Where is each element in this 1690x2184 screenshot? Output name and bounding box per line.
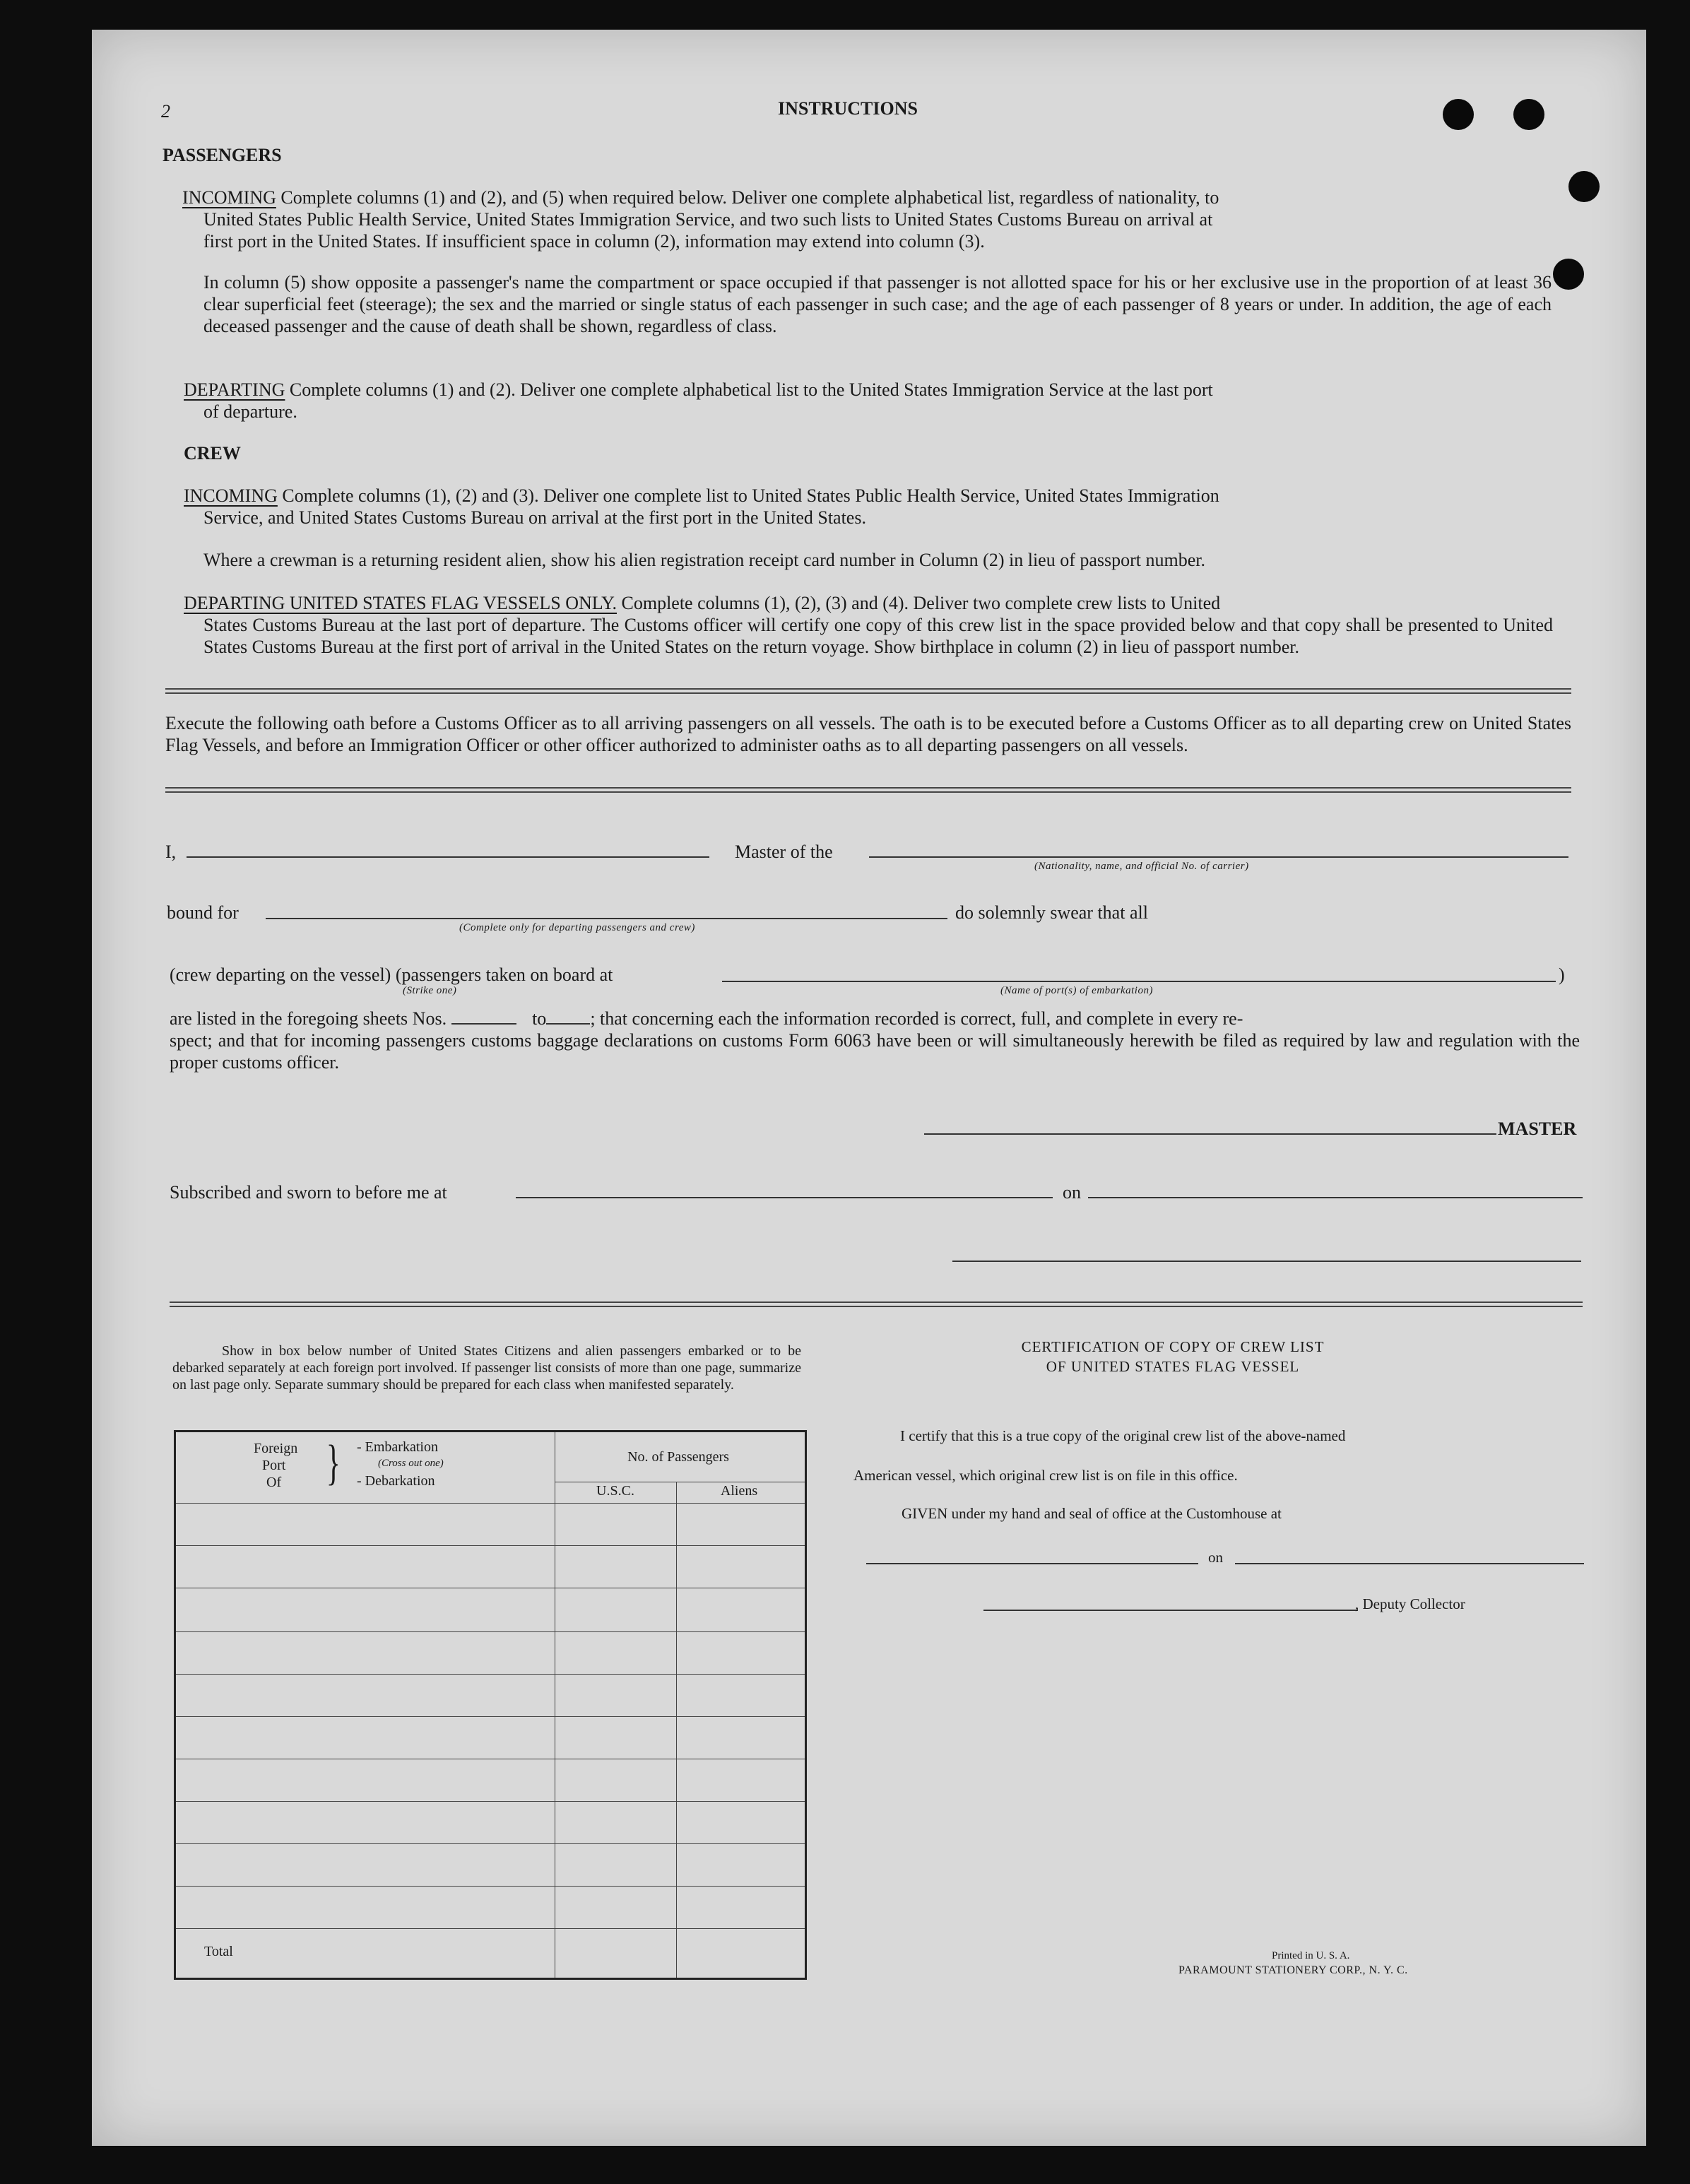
passengers-departing-line1 [184,379,1213,401]
crew-heading: CREW [184,443,241,464]
subscribed-label: Subscribed and sworn to before me at [170,1182,447,1203]
summary-intro: Show in box below number of United States Citizens and alien passengers embarked or to be debarked separately at each foreign port involved. If passenger list consists of more than one page, summarize on last page only. Separate summary should be prepared for each class when manifested separately. [172,1343,801,1393]
crew-incoming-line1 [184,485,1219,507]
crew-departing-line1 [184,592,1220,614]
passengers-incoming-line2: United States Public Health Service, United States Immigration Service, and two such lists to United States Customs Bureau on arrival at [203,209,1213,230]
crew-resident-text: Where a crewman is a returning resident alien, show his alien registration receipt card number in Column (2) in lieu of passport number. [203,550,1206,570]
master-name-field[interactable] [187,856,709,858]
passengers-departing-text: Complete columns (1) and (2). Deliver one complete alphabetical list to the United States Immigration Service at the last port [285,379,1213,400]
usc-label: U.S.C. [596,1483,634,1499]
crew-departing-text: Complete columns (1), (2), (3) and (4). Deliver two complete crew lists to United [617,593,1221,613]
table-row-line [176,1928,805,1929]
table-row-line [176,1843,805,1844]
master-label: MASTER [1498,1118,1577,1139]
passengers-heading: PASSENGERS [162,145,282,165]
foreign-label: Foreign [254,1441,298,1456]
total-label: Total [204,1944,233,1959]
divider [165,791,1571,793]
oath-i-label: I, [165,842,177,862]
master-of-the-label: Master of the [735,842,833,862]
master-signature-field[interactable] [924,1133,1496,1135]
complete-only-caption: (Complete only for departing passengers and crew) [459,922,695,933]
passenger-summary-table [174,1430,807,1980]
table-row-line [176,1716,805,1717]
table-row-line [176,1631,805,1632]
punch-hole [1443,99,1474,130]
of-label: Of [266,1475,282,1490]
divider [170,1306,1583,1307]
ports-caption: (Name of port(s) of embarkation) [1000,985,1153,996]
table-row-line [176,1801,805,1802]
divider [165,787,1571,789]
column5-paragraph: In column (5) show opposite a passenger's name the compartment or space occupied if that passenger is not allotted space for his or her exclusive use in the proportion of at least 36 clear superficial feet (steerage); the sex and the married or single status of each passenger in such case; and the age of each passenger of 8 years or under. In addition, the age of each deceased passenger and the cause of death shall be shown, regardless of class. [203,272,1552,336]
passengers-incoming-line3: first port in the United States. If insufficient space in column (2), information may extend into column (3). [203,231,985,252]
imprint-line2: PARAMOUNT STATIONERY CORP., N. Y. C. [1178,1964,1408,1976]
listed-paragraph: spect; and that for incoming passengers customs baggage declarations on customs Form 6063 have been or will simultaneously herewith be filed as required by law and regulation with the proper customs officer. [170,1030,1580,1073]
brace-glyph: } [326,1436,341,1490]
crew-incoming-label: INCOMING [184,485,278,506]
officer-signature-field[interactable] [952,1261,1581,1262]
sworn-date-field[interactable] [1088,1197,1583,1198]
embarkation-ports-field[interactable] [722,981,1556,982]
nationality-caption: (Nationality, name, and official No. of carrier) [1034,861,1249,872]
listed-label: are listed in the foregoing sheets Nos. [170,1008,447,1029]
carrier-field[interactable] [869,856,1568,858]
strike-one-caption: (Strike one) [403,985,457,996]
deputy-signature-field[interactable] [983,1610,1358,1611]
sworn-place-field[interactable] [516,1197,1053,1198]
sworn-on-label: on [1063,1182,1081,1203]
document-sheet [92,30,1646,2146]
certification-title-2: OF UNITED STATES FLAG VESSEL [1046,1358,1300,1375]
sheet-to-field[interactable] [546,1009,590,1025]
crew-incoming-text: Complete columns (1), (2) and (3). Deliver one complete list to United States Public Health Service, United States Immigration [277,485,1219,506]
deputy-collector-label: , Deputy Collector [1355,1595,1465,1612]
listed-line1 [170,1008,1243,1029]
customhouse-field[interactable] [866,1563,1198,1564]
bound-for-label: bound for [167,902,239,923]
listed-to-label: to [532,1008,547,1029]
table-col-divider [676,1482,677,1978]
crew-departing-paragraph: States Customs Bureau at the last port of departure. The Customs officer will certify one copy of this crew list in the space provided below and that copy shall be presented to United States Customs Bureau at the first port of arrival in the United States on the return voyage. Show birthplace in column (2) in lieu of passport number. [203,615,1553,657]
table-row-line [176,1545,805,1546]
imprint-line1: Printed in U. S. A. [1272,1950,1350,1961]
punch-hole [1513,99,1544,130]
embarkation-label: - Embarkation [357,1439,438,1455]
divider [170,1301,1583,1303]
listed-text: ; that concerning each the information recorded is correct, full, and complete in every re- [590,1008,1243,1029]
table-row-line [176,1886,805,1887]
punch-hole [1553,259,1584,290]
certify-line1: I certify that this is a true copy of the original crew list of the above-named [900,1427,1346,1444]
debarkation-label: - Debarkation [357,1473,435,1489]
sheet-from-field[interactable] [451,1009,516,1025]
divider [165,692,1571,694]
aliens-label: Aliens [720,1483,758,1499]
passengers-incoming-line1 [182,187,1219,208]
crew-incoming-line2: Service, and United States Customs Bureau on arrival at the first port in the United States. [203,507,866,528]
punch-hole [1568,171,1600,202]
passengers-incoming-label: INCOMING [182,187,276,208]
no-of-passengers-label: No. of Passengers [627,1449,729,1465]
certify-line2: American vessel, which original crew list is on file in this office. [853,1467,1238,1484]
passengers-departing-label: DEPARTING [184,379,285,400]
given-text: GIVEN under my hand and seal of office at the Customhouse at [902,1505,1282,1522]
cert-date-field[interactable] [1235,1563,1584,1564]
page-mark: 2 [161,101,170,122]
bound-for-field[interactable] [266,918,947,919]
passengers-incoming-text: Complete columns (1) and (2), and (5) when required below. Deliver one complete alphabetical list, regardless of nationality, to [276,187,1219,208]
crew-departing-text: (crew departing on the vessel) (passengers taken on board at [170,964,613,985]
cert-on-label: on [1208,1549,1223,1566]
cross-out-caption: (Cross out one) [378,1458,444,1469]
oath-intro: Execute the following oath before a Customs Officer as to all arriving passengers on all vessels. The oath is to be executed before a Customs Officer as to all departing crew on United States Flag Vessels, and before an Immigration Officer or other officer authorized to administer oaths as to all departing passengers on all vessels. [165,713,1571,755]
divider [165,688,1571,690]
close-paren: ) [1559,964,1565,985]
passengers-departing-line2: of departure. [203,401,297,422]
solemnly-swear-text: do solemnly swear that all [955,902,1148,923]
table-header-divider [176,1503,805,1504]
page-title: INSTRUCTIONS [778,98,918,119]
crew-departing-label: DEPARTING UNITED STATES FLAG VESSELS ONLY. [184,593,617,613]
port-label: Port [262,1458,286,1473]
table-row-line [176,1674,805,1675]
certification-title-1: CERTIFICATION OF COPY OF CREW LIST [1021,1338,1325,1355]
